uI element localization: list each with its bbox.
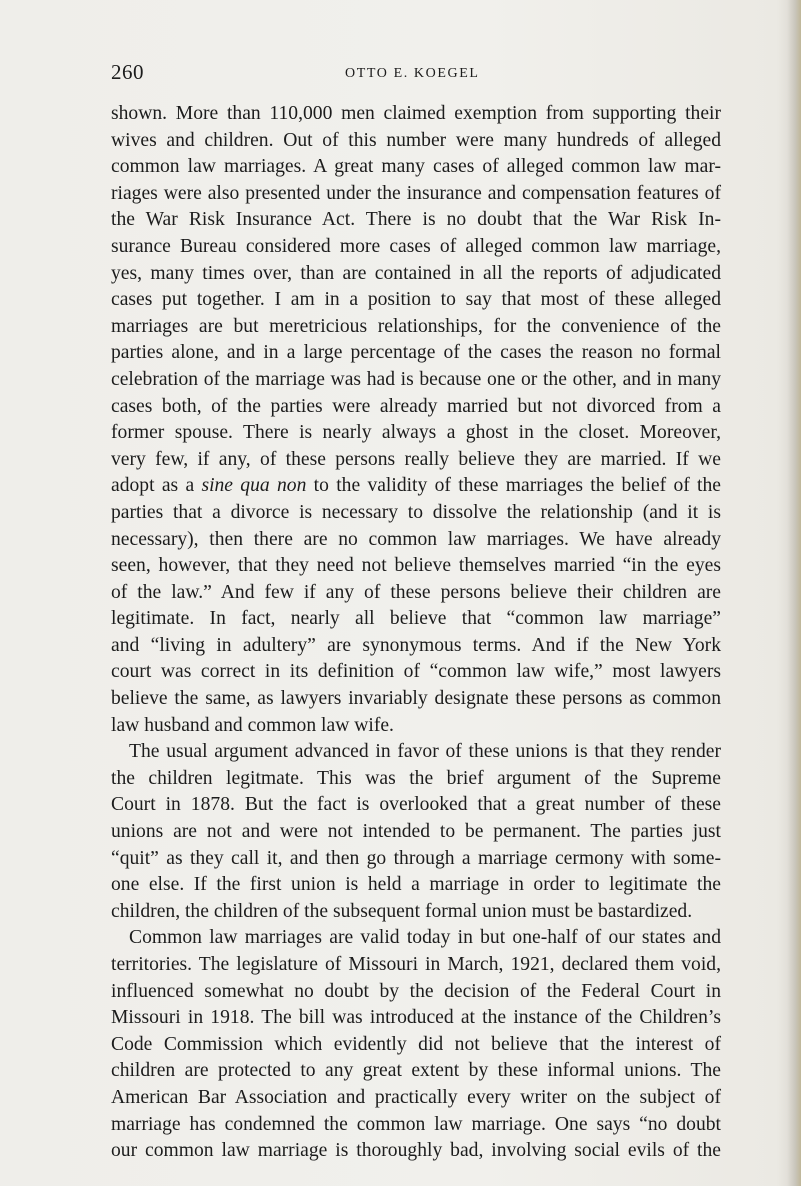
- text-line: yes, many times over, than are contained in all the reports of adjudicated: [111, 262, 721, 284]
- text-line: unions are not and were not intended to be permanent. The parties just: [111, 821, 721, 843]
- text-line: parties that a divorce is necessary to dissolve the relationship (and it is: [111, 501, 721, 523]
- running-head: OTTO E. KOEGEL: [345, 66, 480, 81]
- text-line: surance Bureau considered more cases of alleged common law marriage,: [111, 235, 721, 257]
- text-line: and “living in adultery” are synonymous terms. And if the New York: [111, 634, 721, 656]
- text-line: one else. If the first union is held a marriage in order to legitimate the: [111, 874, 721, 896]
- text-line: the War Risk Insurance Act. There is no doubt that the War Risk In-: [111, 209, 721, 231]
- text-line: American Bar Association and practically every writer on the subject of: [111, 1086, 721, 1108]
- text-line: adopt as a sine qua non to the validity of these marriages the belief of the: [111, 475, 721, 497]
- text-line: believe the same, as lawyers invariably designate these persons as common: [111, 688, 721, 710]
- text-line: former spouse. There is nearly always a ghost in the closet. Moreover,: [111, 422, 721, 444]
- text-line: wives and children. Out of this number were many hundreds of alleged: [111, 129, 721, 151]
- text-line: legitimate. In fact, nearly all believe that “common law marriage”: [111, 608, 721, 630]
- text-line: of the law.” And few if any of these persons believe their children are: [111, 581, 721, 603]
- text-line: cases both, of the parties were already married but not divorced from a: [111, 395, 721, 417]
- text-line: marriages are but meretricious relationships, for the convenience of the: [111, 315, 721, 337]
- text-line: territories. The legislature of Missouri in March, 1921, declared them void,: [111, 954, 721, 975]
- body-text: [111, 101, 721, 1165]
- text-line: children, the children of the subsequent formal union must be bastardized.: [111, 900, 693, 922]
- text-line: Missouri in 1918. The bill was introduced at the instance of the Children’s: [111, 1007, 721, 1029]
- text-line: our common law marriage is thoroughly bad, involving social evils of the: [111, 1140, 721, 1162]
- text-line: The usual argument advanced in favor of these unions is that they render: [129, 741, 721, 763]
- text-line: influenced somewhat no doubt by the decision of the Federal Court in: [111, 980, 721, 1002]
- text-line: law husband and common law wife.: [111, 714, 394, 736]
- text-line: riages were also presented under the insurance and compensation features of: [111, 182, 721, 204]
- text-line: celebration of the marriage was had is because one or the other, and in many: [111, 368, 721, 390]
- text-line: very few, if any, of these persons really believe they are married. If we: [111, 448, 721, 470]
- text-line: the children legitmate. This was the brief argument of the Supreme: [111, 767, 721, 789]
- text-line: Court in 1878. But the fact is overlooked that a great number of these: [111, 794, 721, 816]
- page-edge-shadow: [787, 0, 801, 1186]
- text-line: seen, however, that they need not believe themselves married “in the eyes: [111, 555, 721, 577]
- italic-phrase: sine qua non: [201, 475, 307, 497]
- text-line: common law marriages. A great many cases of alleged common law mar-: [111, 156, 721, 178]
- text-line: Code Commission which evidently did not believe that the interest of: [111, 1033, 721, 1055]
- text-line: “quit” as they call it, and then go through a marriage cermony with some-: [111, 847, 721, 869]
- text-line: court was correct in its definition of “common law wife,” most lawyers: [111, 661, 721, 683]
- page-number: 260: [111, 60, 144, 84]
- text-line: parties alone, and in a large percentage of the cases the reason no formal: [111, 342, 721, 364]
- text-line: cases put together. I am in a position to say that most of these alleged: [111, 289, 721, 311]
- text-line: shown. More than 110,000 men claimed exemption from supporting their: [111, 103, 721, 124]
- text-line: Common law marriages are valid today in but one-half of our states and: [129, 927, 721, 949]
- text-line: children are protected to any great extent by these informal unions. The: [111, 1060, 721, 1082]
- text-line: marriage has condemned the common law marriage. One says “no doubt: [111, 1113, 721, 1135]
- text-line: necessary), then there are no common law marriages. We have already: [111, 528, 721, 550]
